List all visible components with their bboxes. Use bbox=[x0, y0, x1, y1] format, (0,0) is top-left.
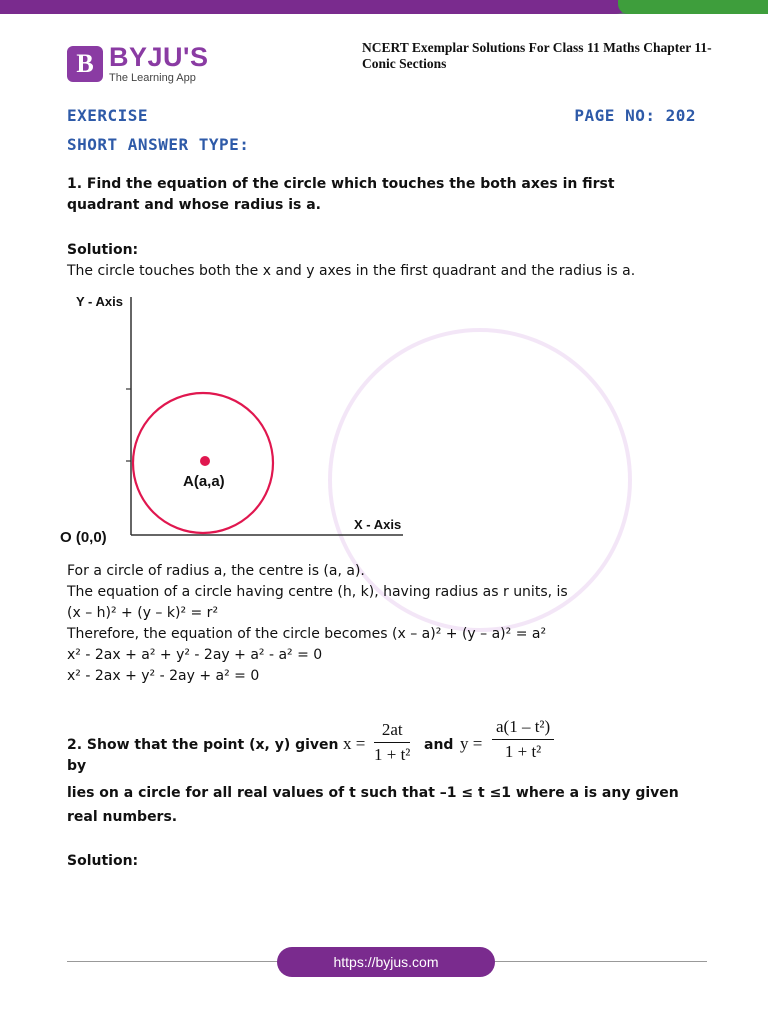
y-fraction-denominator: 1 + t² bbox=[504, 742, 542, 761]
solution-1-line-6: x² - 2ax + y² - 2ay + a² = 0 bbox=[67, 668, 260, 684]
centre-point bbox=[200, 456, 210, 466]
solution-1-label: Solution: bbox=[67, 242, 139, 258]
solution-1-line-2: The equation of a circle having centre (h, k), having radius as r units, is bbox=[67, 584, 568, 600]
x-fraction bbox=[374, 720, 410, 765]
document-title: NCERT Exemplar Solutions For Class 11 Maths Chapter 11- Conic Sections bbox=[362, 40, 712, 71]
y-fraction bbox=[492, 717, 554, 762]
x-equation-lhs: x = bbox=[343, 734, 366, 753]
y-axis-label: Y - Axis bbox=[76, 294, 123, 309]
y-fraction-numerator: a(1 – t²) bbox=[496, 717, 551, 736]
logo-name: BYJU'S bbox=[109, 42, 209, 72]
solution-1-line-3: (x – h)² + (y – k)² = r² bbox=[67, 605, 219, 621]
footer-url-link[interactable]: https://byjus.com bbox=[277, 947, 495, 977]
solution-1-intro: The circle touches both the x and y axes in the first quadrant and the radius is a. bbox=[67, 263, 636, 279]
x-axis-label: X - Axis bbox=[354, 517, 402, 532]
solution-1-line-4: Therefore, the equation of the circle becomes (x – a)² + (y – a)² = a² bbox=[67, 626, 547, 642]
question-1: 1. Find the equation of the circle which touches the both axes in first quadrant and whose radius is a. bbox=[67, 176, 615, 213]
question-2-end-1: lies on a circle for all real values of t such that –1 ≤ t ≤1 where a is any given bbox=[67, 785, 679, 801]
question-2-end-2: real numbers. bbox=[67, 809, 178, 825]
top-banner-green bbox=[618, 0, 768, 14]
y-equation-lhs: y = bbox=[460, 734, 483, 753]
logo-tagline: The Learning App bbox=[109, 72, 196, 84]
solution-1-line-1: For a circle of radius a, the centre is (a, a). bbox=[67, 563, 365, 579]
solution-2-label: Solution: bbox=[67, 853, 139, 869]
centre-label: A(a,a) bbox=[183, 473, 225, 490]
solution-1-line-5: x² - 2ax + a² + y² - 2ay + a² - a² = 0 bbox=[67, 647, 323, 663]
x-fraction-denominator: 1 + t² bbox=[374, 745, 411, 764]
circle-diagram bbox=[60, 285, 420, 550]
and-word: and bbox=[424, 737, 454, 753]
x-fraction-numerator: 2at bbox=[381, 720, 403, 739]
top-banner-purple bbox=[0, 0, 630, 14]
top-banner bbox=[0, 0, 768, 14]
origin-label: O (0,0) bbox=[60, 529, 107, 546]
question-2-start: 2. Show that the point (x, y) given by bbox=[67, 737, 339, 774]
byjus-logo bbox=[67, 44, 237, 86]
logo-mark: B bbox=[67, 46, 103, 82]
question-type-heading: SHORT ANSWER TYPE: bbox=[67, 135, 250, 154]
exercise-heading: EXERCISE bbox=[67, 106, 149, 125]
page-number: PAGE NO: 202 bbox=[574, 106, 696, 125]
